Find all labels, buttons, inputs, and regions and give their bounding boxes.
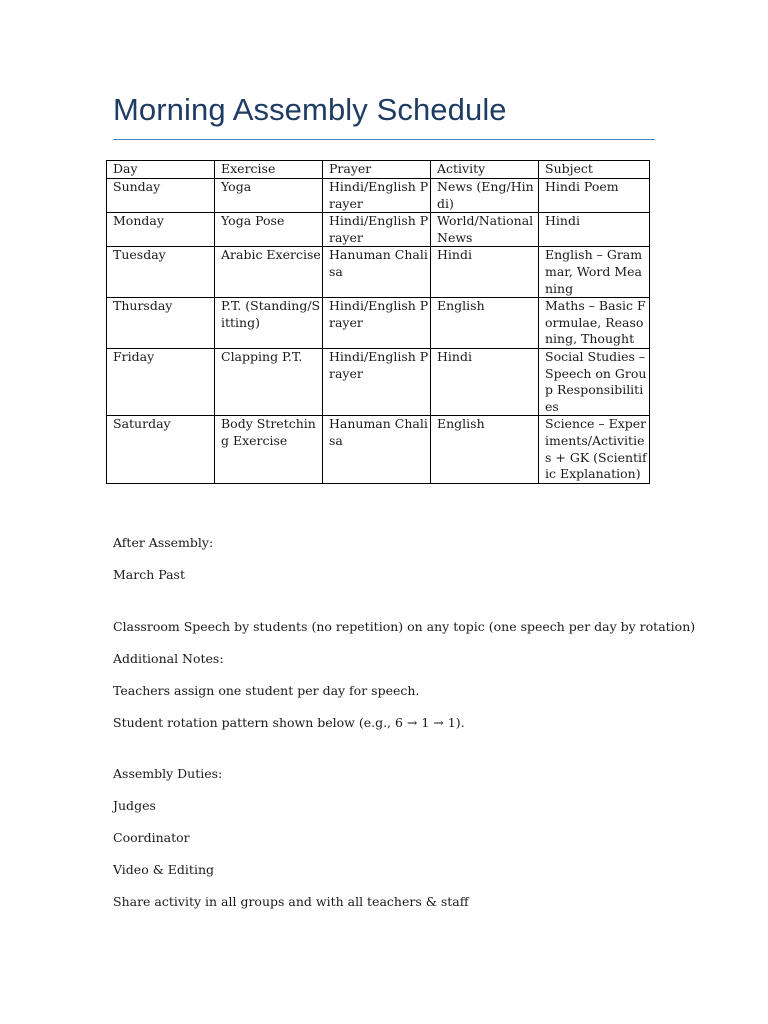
cell-subject: Maths – Basic Formulae, Reasoning, Thought (539, 298, 650, 349)
cell-day: Monday (107, 213, 215, 247)
table-row (107, 416, 650, 483)
cell-prayer: Hindi/English Prayer (323, 298, 431, 349)
table-row (107, 179, 650, 213)
table-row (107, 348, 650, 415)
header-day: Day (107, 161, 215, 179)
cell-exercise: Yoga (215, 179, 323, 213)
cell-activity: Hindi (431, 348, 539, 415)
cell-day: Friday (107, 348, 215, 415)
cell-activity: English (431, 298, 539, 349)
classroom-speech-item: Classroom Speech by students (no repetition) on any topic (one speech per day by rotation) (113, 619, 696, 634)
cell-subject: Hindi (539, 213, 650, 247)
cell-prayer: Hindi/English Prayer (323, 348, 431, 415)
cell-prayer: Hanuman Chalisa (323, 416, 431, 483)
header-subject: Subject (539, 161, 650, 179)
cell-activity: News (Eng/Hindi) (431, 179, 539, 213)
cell-exercise: Arabic Exercise (215, 247, 323, 298)
cell-subject: Social Studies – Speech on Group Responsibilities (539, 348, 650, 415)
cell-exercise: P.T. (Standing/Sitting) (215, 298, 323, 349)
cell-exercise: Yoga Pose (215, 213, 323, 247)
table-row (107, 213, 650, 247)
note-line-rotation: Student rotation pattern shown below (e.g., 6 → 1 → 1). (113, 715, 465, 730)
after-assembly-heading: After Assembly: (113, 535, 214, 550)
assembly-schedule-table (106, 160, 650, 484)
cell-day: Thursday (107, 298, 215, 349)
table-row (107, 298, 650, 349)
cell-subject: Science – Experiments/Activities + GK (Scientific Explanation) (539, 416, 650, 483)
cell-prayer: Hindi/English Prayer (323, 179, 431, 213)
cell-activity: Hindi (431, 247, 539, 298)
cell-prayer: Hindi/English Prayer (323, 213, 431, 247)
header-prayer: Prayer (323, 161, 431, 179)
cell-prayer: Hanuman Chalisa (323, 247, 431, 298)
cell-subject: Hindi Poem (539, 179, 650, 213)
cell-exercise: Clapping P.T. (215, 348, 323, 415)
duty-coordinator: Coordinator (113, 830, 190, 845)
cell-activity: World/National News (431, 213, 539, 247)
cell-day: Saturday (107, 416, 215, 483)
page-title: Morning Assembly Schedule (113, 92, 507, 127)
cell-day: Sunday (107, 179, 215, 213)
duty-judges: Judges (113, 798, 156, 813)
table-header-row (107, 161, 650, 179)
assembly-duties-heading: Assembly Duties: (113, 766, 223, 781)
table-row (107, 247, 650, 298)
header-exercise: Exercise (215, 161, 323, 179)
duty-share-activity: Share activity in all groups and with all teachers & staff (113, 894, 469, 909)
cell-subject: English – Grammar, Word Meaning (539, 247, 650, 298)
title-underline (113, 139, 655, 140)
note-line-assign: Teachers assign one student per day for speech. (113, 683, 420, 698)
header-activity: Activity (431, 161, 539, 179)
cell-exercise: Body Stretching Exercise (215, 416, 323, 483)
cell-day: Tuesday (107, 247, 215, 298)
march-past-item: March Past (113, 567, 185, 582)
cell-activity: English (431, 416, 539, 483)
duty-video-editing: Video & Editing (113, 862, 215, 877)
additional-notes-heading: Additional Notes: (113, 651, 224, 666)
